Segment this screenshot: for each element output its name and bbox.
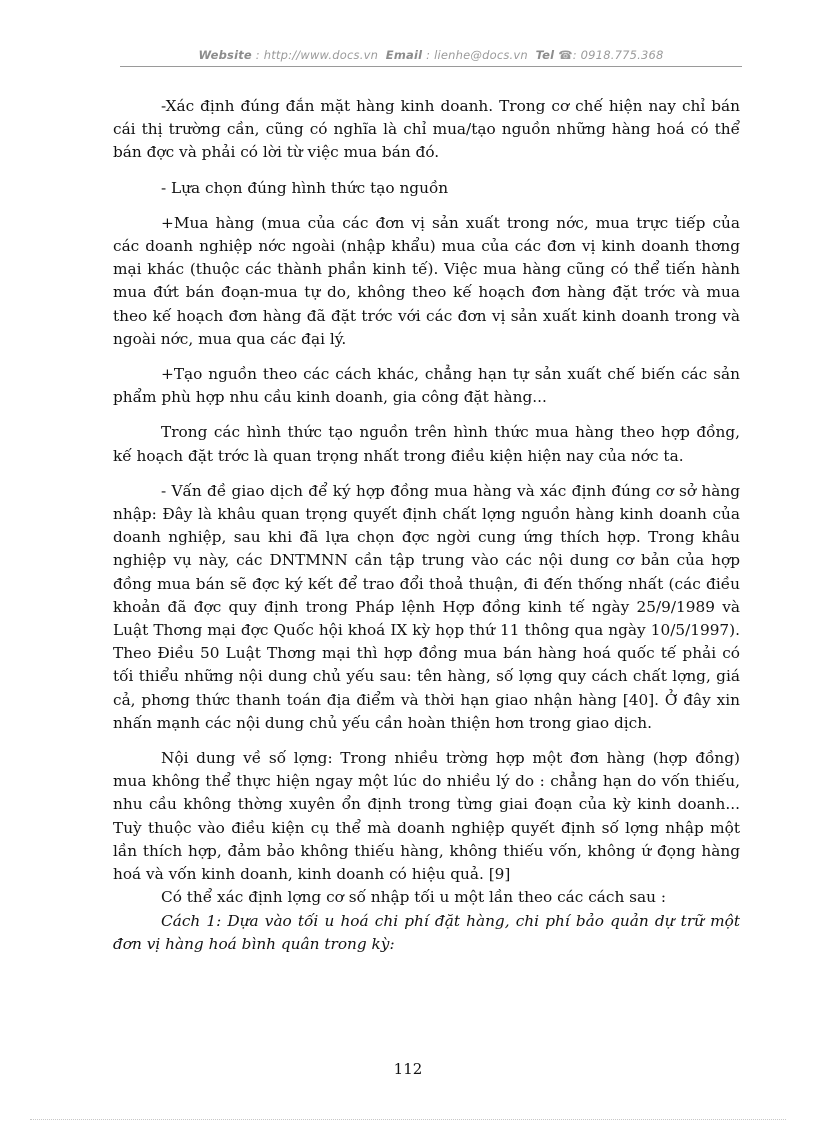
page-number: 112 — [393, 1060, 423, 1078]
document-body — [113, 95, 740, 956]
website-value: : http://www.docs.vn — [255, 48, 379, 62]
tel-value: : 0918.775.368 — [572, 48, 664, 62]
paragraph-7: Nội dung về số lợng: Trong nhiều trờng hợp một đơn hàng (hợp đồng) mua không thể thực hiện ngay một lúc do nhiều lý do : chẳng hạn do vốn thiếu, nhu cầu không thờng xuyên ổn định trong từng giai đoạn của kỳ kinh doanh... Tuỳ thuộc vào điều kiện cụ thể mà doanh nghiệp quyết định số lợng nhập một lần thích hợp, đảm bảo không thiếu hàng, không thiếu vốn, không ứ đọng hàng hoá và vốn kinh doanh, kinh doanh có hiệu quả. [9] — [113, 749, 740, 884]
page-header — [120, 48, 742, 62]
paragraph-5: Trong các hình thức tạo nguồn trên hình thức mua hàng theo hợp đồng, kế hoạch đặt trớc là quan trọng nhất trong điều kiện hiện nay của nớc ta. — [113, 423, 740, 465]
tel-label: Tel — [535, 48, 555, 62]
paragraph-6: - Vấn đề giao dịch để ký hợp đồng mua hàng và xác định đúng cơ sở hàng nhập: Đây là khâu quan trọng quyết định chất lợng nguồn hàng kinh doanh của doanh nghiệp, sau khi đã lựa chọn đợc ngời cung ứng thích hợp. Trong khâu nghiệp vụ này, các DNTMNN cần tập trung vào các nội dung cơ bản của hợp đồng mua bán sẽ đợc ký kết để trao đổi thoả thuận, đi đến thống nhất (các điều khoản đã đợc quy định trong Pháp lệnh Hợp đồng kinh tế ngày 25/9/1989 và Luật Thơng mại đợc Quốc hội khoá IX kỳ họp thứ 11 thông qua ngày 10/5/1997). Theo Điều 50 Luật Thơng mại thì hợp đồng mua bán hàng hoá quốc tế phải có tối thiểu những nội dung chủ yếu sau: tên hàng, số lợng quy cách chất lợng, giá cả, phơng thức thanh toán địa điểm và thời hạn giao nhận hàng [40]. Ở đây xin nhấn mạnh các nội dung chủ yếu cần hoàn thiện hơn trong giao dịch. — [113, 481, 740, 732]
paragraph-3: +Mua hàng (mua của các đơn vị sản xuất trong nớc, mua trực tiếp của các doanh nghiệp nớc ngoài (nhập khẩu) mua của các đơn vị kinh doanh thơng mại khác (thuộc các thành phần kinh tế). Việc mua hàng cũng có thể tiến hành mua đứt bán đoạn-mua tự do, không theo kế hoạch đơn hàng đặt trớc và mua theo kế hoạch đơn hàng đã đặt trớc với các đơn vị sản xuất kinh doanh trong và ngoài nớc, mua qua các đại lý. — [113, 213, 740, 348]
header-rule — [120, 66, 742, 67]
paragraph-1: -Xác định đúng đắn mặt hàng kinh doanh. Trong cơ chế hiện nay chỉ bán cái thị trường cần, cũng có nghĩa là chỉ mua/tạo nguồn những hàng hoá có thể bán đợc và phải có lời từ việc mua bán đó. — [113, 97, 740, 162]
email-value: : lienhe@docs.vn — [426, 48, 528, 62]
email-label: Email — [385, 48, 423, 62]
website-label: Website — [198, 48, 252, 62]
paragraph-9: Cách 1: Dựa vào tối u hoá chi phí đặt hàng, chi phí bảo quản dự trữ một đơn vị hàng hoá bình quân trong kỳ: — [113, 911, 740, 953]
bottom-rule — [30, 1119, 786, 1120]
paragraph-4: +Tạo nguồn theo các cách khác, chẳng hạn tự sản xuất chế biến các sản phẩm phù hợp nhu cầu kinh doanh, gia công đặt hàng... — [113, 365, 740, 407]
paragraph-2: - Lựa chọn đúng hình thức tạo nguồn — [161, 178, 449, 197]
paragraph-8: Có thể xác định lợng cơ số nhập tối u một lần theo các cách sau : — [161, 888, 666, 907]
phone-icon: ☎ — [558, 48, 573, 62]
